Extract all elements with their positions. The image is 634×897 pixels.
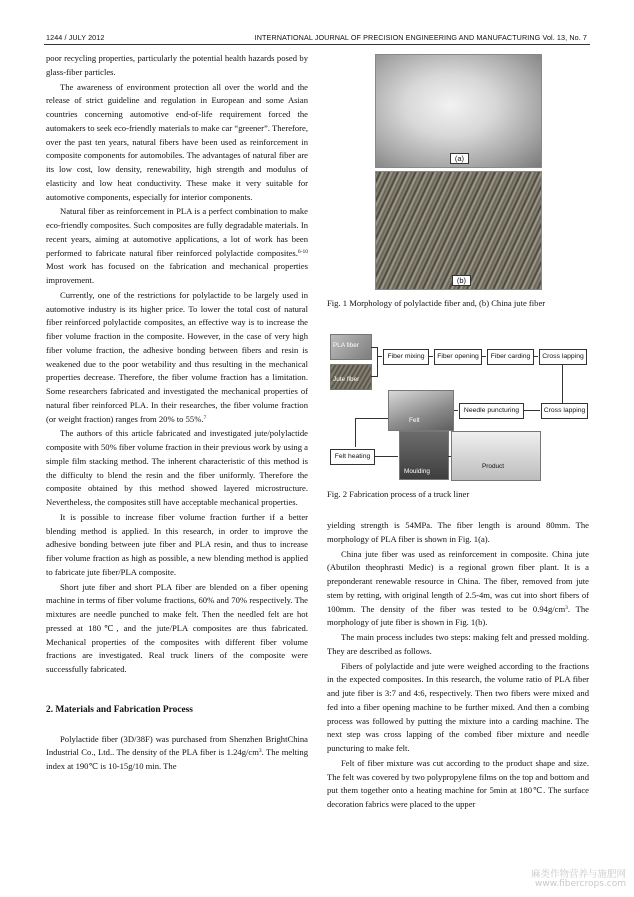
page-number-date: 1244 / JULY 2012 bbox=[46, 33, 105, 42]
paragraph-8: Polylactide fiber (3D/38F) was purchased from Shenzhen BrightChina Industrial Co., Ltd.. The density of the PLA fiber is $1.24g/cm^3$. The melting index at 190℃ is 10-15g/10 min. The bbox=[46, 733, 309, 771]
product-label: Product bbox=[482, 463, 505, 470]
section-heading: 2. Materials and Fabrication Process bbox=[46, 704, 193, 715]
arrow-line bbox=[533, 356, 538, 357]
pla-fiber-image bbox=[330, 334, 372, 360]
arrow-line bbox=[562, 364, 563, 403]
felt-image bbox=[388, 390, 454, 431]
paragraph-5: The authors of this article fabricated and investigated jute/polylactide composite with 50% fiber volume fraction in their previous work by using a simple film stacking method. The inherent characteristic of this method is the difficulty to blend the resin and the fiber uniformly. Therefore the composite obtained by this method showed layered microstructure. Nevertheless, the composites still have acceptable mechanical properties. bbox=[46, 428, 308, 507]
felt-label: Felt bbox=[409, 417, 420, 424]
watermark-chinese: 麻类作物营养与施肥网 bbox=[530, 869, 626, 880]
paragraph-4: Currently, one of the restrictions for polylactide to be largely used in automotive industry is its higher price. To lower the total cost of natural fiber reinforced polylactide composites, an effective way is to increase the fiber volume fraction in the composite. However, in the case of very high fiber volume fraction, the adhesive bonding between fibers and resin is weakened due to the poor wetability and thus resulting in the mechanical properties decrease. Therefore, the fiber volume fraction has a limitation. Some researchers fabricated and investigated the mechanical properties of natural fiber reinforced PLA. In their researches, the fiber volume fraction (or weight fraction) ranges from 20% to 55%.$^7$ bbox=[46, 289, 308, 424]
felt-heating-step: Felt heating bbox=[330, 449, 375, 465]
arrow-line bbox=[428, 356, 433, 357]
figure-1-caption: Fig. 1 Morphology of polylactide fiber and, (b) China jute fiber bbox=[327, 298, 546, 308]
paragraph-6: It is possible to increase fiber volume fraction further if a better blending method is applied. In this research, in order to improve the adhesive bonding between jute fiber and PLA resin, and thus to increase fiber volume fraction as high as possible, a new blending method is applied to fabricate jute fiber/PLA composite. bbox=[46, 511, 308, 577]
watermark-url: www.fibercrops.com bbox=[535, 879, 626, 889]
left-column bbox=[46, 52, 308, 774]
cross-lapping-step: Cross lapping bbox=[539, 349, 587, 365]
connector bbox=[377, 347, 378, 377]
fiber-carding-step: Fiber carding bbox=[487, 349, 534, 365]
needle-puncturing-step: Needle puncturing bbox=[459, 403, 524, 419]
pla-fiber-label: PLA fiber bbox=[333, 342, 359, 349]
photo-a-label: (a) bbox=[450, 153, 469, 164]
journal-title: INTERNATIONAL JOURNAL OF PRECISION ENGINEERING AND MANUFACTURING Vol. 13, No. 7 bbox=[254, 33, 587, 42]
arrow-line bbox=[522, 410, 540, 411]
right-paragraph-1: yielding strength is 54MPa. The fiber length is around 80mm. The morphology of PLA fiber is shown in Fig. 1(a). bbox=[327, 520, 589, 544]
jute-fiber-image bbox=[330, 364, 372, 390]
right-paragraph-4: Fibers of polylactide and jute were weighed according to the fractions in the expected composites. In this research, the volume ratio of PLA fiber and jute fiber is 3:7 and 4:6, respectively. Then two fibers were mixed and fed into a fiber opening machine to be further mixed. And then a combing process was followed by putting the mixture into a carding machine. The next step was cross lapping of the combed fiber mixture and needle puncturing to make felt. bbox=[327, 660, 589, 753]
connector bbox=[377, 356, 382, 357]
arrow-line bbox=[481, 356, 486, 357]
pla-fiber-photo bbox=[375, 54, 542, 168]
arrow-line bbox=[355, 418, 356, 447]
figure-2-caption: Fig. 2 Fabrication process of a truck liner bbox=[327, 489, 470, 499]
fiber-mixing-step: Fiber mixing bbox=[383, 349, 429, 365]
moulding-image bbox=[399, 431, 449, 480]
product-image bbox=[451, 431, 541, 481]
photo-b-label: (b) bbox=[452, 275, 471, 286]
moulding-label: Moulding bbox=[404, 468, 430, 475]
arrow-line bbox=[355, 418, 388, 419]
paragraph-7: Short jute fiber and short PLA fiber are blended on a fiber opening machine in terms of fiber volume fractions, 60% and 70% respectively. The mixtures are needle punched to make felt. Then the needled felt are hot pressed at 180℃, and the jute/PLA composites are thus fabricated. Mechanical properties of the composites with different fiber volume fractions are investigated. Real truck liners of the composite were successfully fabricated. bbox=[46, 581, 308, 674]
header-rule bbox=[44, 44, 590, 45]
right-column bbox=[327, 519, 589, 812]
fiber-opening-step: Fiber opening bbox=[434, 349, 482, 365]
jute-fiber-label: Jute fiber bbox=[333, 376, 360, 383]
paragraph-2: The awareness of environment protection all over the world and the release of strict guideline and regulation in European and some Asian countries concerning automotive end-of-life requirement forced the automakers to seek eco-friendly materials to make car “greener”. Therefore, over the past ten years, natural fibers have been used as reinforcement in composite components for automobiles. The advantages of natural fiber are its low cost, low density, renewability, high strength and modulus of elasticity and low heat conductivity. These make it very suitable for automotive components, especially for interior components. bbox=[46, 81, 308, 202]
paragraph-3: Natural fiber as reinforcement in PLA is a perfect combination to make eco-friendly composites. Such composites are fully degradable materials. In recent years, aiming at automotive applications, a lot of work has been performed to fabricate natural fiber reinforced polylactide composites.$^{6-10}$ Most work has focused on the fabrication and mechanical properties improvement. bbox=[46, 206, 308, 285]
paragraph-1: poor recycling properties, particularly the potential health hazards posed by glass-fiber particles. bbox=[46, 53, 308, 77]
arrow-line bbox=[374, 456, 398, 457]
right-paragraph-3: The main process includes two steps: making felt and pressed molding. They are described as follows. bbox=[327, 632, 589, 656]
right-paragraph-5: Felt of fiber mixture was cut according to the product shape and size. The felt was covered by two polypropylene films on the top and bottom and put them together onto a heating machine for 5min at 180℃. The surface decoration fabrics were placed to the upper bbox=[327, 757, 589, 809]
cross-lapping-step-2: Cross lapping bbox=[541, 403, 588, 419]
jute-fiber-photo bbox=[375, 171, 542, 290]
right-paragraph-2: China jute fiber was used as reinforcement in composite. China jute (Abutilon theophrasti Medic) is a regional grown fiber plant. It is a preponderant renewable resource in China. The fiber, removed from jute stem by retting, with original length of 2.5-4m, was cut into short fibers of 100mm. The density of the fiber was tested to be $0.94g/cm^3$. The morphology of jute fiber is shown in Fig. 1(b). bbox=[327, 548, 589, 628]
